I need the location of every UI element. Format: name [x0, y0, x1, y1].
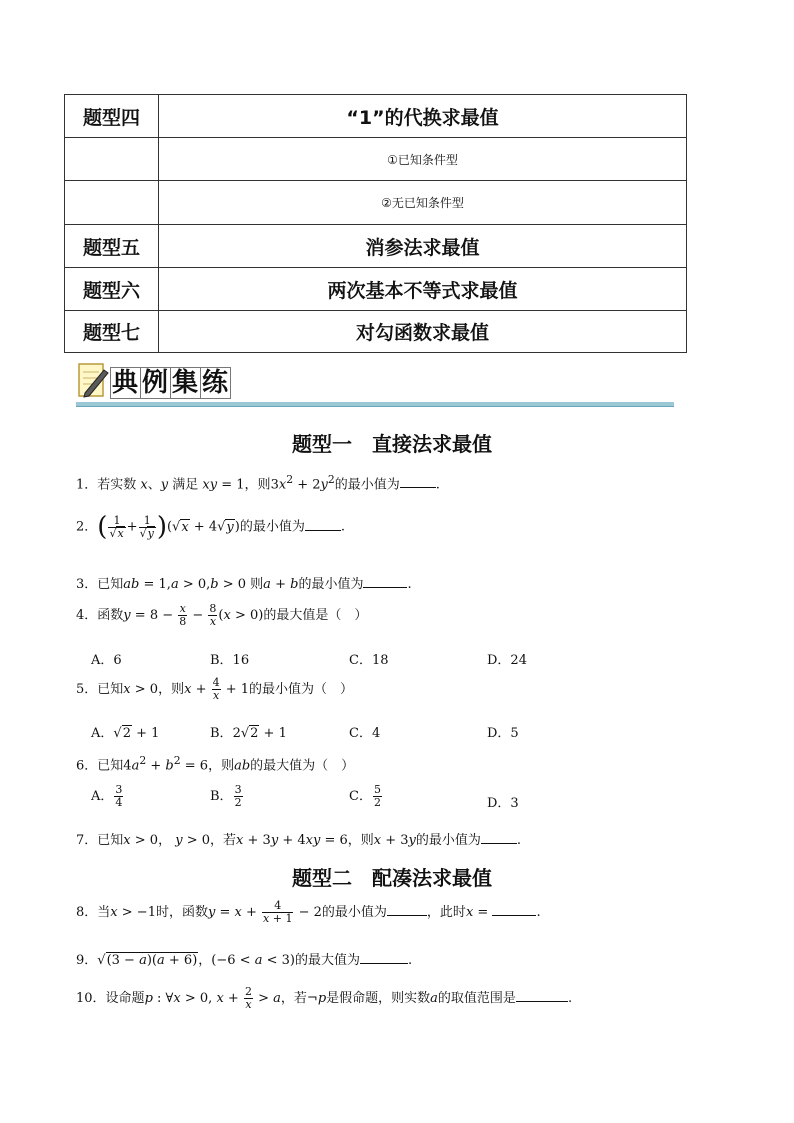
type-label: [65, 138, 159, 181]
question-4: 4．函数y = 8 − $\frac{x}{8}$ − $\frac{8}{x}$ (x > 0)的最大值是（ ）: [76, 602, 368, 628]
section-heading: 题型二 配凑法求最值: [292, 866, 492, 890]
banner-char: 例: [142, 368, 170, 398]
answer-blank[interactable]: [492, 903, 536, 916]
type-label: 题型七: [65, 311, 159, 353]
table-row: [65, 181, 687, 225]
banner-char: 集: [172, 368, 200, 398]
option-b[interactable]: B．2√2 + 1: [210, 726, 287, 741]
table-row: [65, 138, 687, 181]
answer-blank[interactable]: [400, 475, 436, 488]
banner-char: 练: [202, 368, 230, 398]
option-a[interactable]: A． $\frac{3}{4}$: [91, 783, 123, 809]
option-a[interactable]: A．√2 + 1: [91, 726, 160, 741]
question-1: 1．若实数 x、y 满足 xy = 1，则$3x^2 + 2y^2$的最小值为 .: [76, 473, 440, 493]
notepad-pencil-icon: [76, 360, 110, 400]
option-b[interactable]: B．16: [210, 653, 250, 668]
type-subtitle: ①已知条件型: [159, 138, 687, 181]
question-5: 5．已知x > 0，则x + $\frac{4}{x}$ + 1的最小值为（ ）: [76, 676, 354, 702]
type-label: [65, 181, 159, 225]
answer-blank[interactable]: [363, 575, 407, 588]
table-row: [65, 268, 687, 311]
table-row: [65, 311, 687, 353]
answer-blank[interactable]: [387, 903, 427, 916]
table-row: [65, 95, 687, 138]
option-c[interactable]: C． $\frac{5}{2}$: [349, 783, 381, 809]
option-b[interactable]: B． $\frac{3}{2}$: [210, 783, 242, 809]
option-d[interactable]: D．5: [487, 726, 519, 741]
type-title: 消参法求最值: [159, 225, 687, 268]
answer-blank[interactable]: [516, 989, 568, 1002]
type-label: 题型六: [65, 268, 159, 311]
question-6: 6．已知$4a^2 + b^2 = 6$，则ab的最大值为（ ）: [76, 754, 355, 774]
table-row: [65, 225, 687, 268]
answer-blank[interactable]: [360, 951, 408, 964]
option-c[interactable]: C．4: [349, 726, 381, 741]
section-banner: [76, 360, 676, 410]
question-10: 10．设命题p : ∀x > 0, x + $\frac{2}{x}$ > a，若¬p是假命题，则实数a的取值范围是 .: [76, 985, 573, 1011]
option-d[interactable]: D．3: [487, 796, 519, 811]
type-subtitle: ②无已知条件型: [159, 181, 687, 225]
banner-char: 典: [112, 368, 140, 398]
question-2: 2．( $\frac{1}{√x}$ + $\frac{1}{√y}$ )(√x + 4√y)的最小值为 .: [76, 512, 345, 542]
answer-blank[interactable]: [305, 518, 341, 531]
question-7: 7．已知x > 0， y > 0，若x + 3y + 4xy = 6，则x + 3y的最小值为 .: [76, 833, 522, 848]
option-c[interactable]: C．18: [349, 653, 389, 668]
banner-title: [110, 367, 230, 399]
option-d[interactable]: D．24: [487, 653, 527, 668]
type-label: 题型四: [65, 95, 159, 138]
type-label: 题型五: [65, 225, 159, 268]
banner-underline: [76, 402, 674, 407]
question-3: 3．已知ab = 1,a > 0,b > 0 则a + b的最小值为 .: [76, 577, 412, 592]
answer-blank[interactable]: [481, 831, 517, 844]
type-title: 对勾函数求最值: [159, 311, 687, 353]
question-type-table: [64, 94, 687, 353]
option-a[interactable]: A．6: [91, 653, 122, 668]
question-9: 9．√(3 − a)(a + 6)，(−6 < a < 3)的最大值为 .: [76, 953, 413, 968]
type-title: 两次基本不等式求最值: [159, 268, 687, 311]
question-8: 8．当x > −1时，函数y = x + $\frac{4}{x + 1}$ − 2的最小值为 ，此时x = .: [76, 899, 541, 925]
section-heading: 题型一 直接法求最值: [292, 432, 492, 456]
type-title: “1”的代换求最值: [159, 95, 687, 138]
